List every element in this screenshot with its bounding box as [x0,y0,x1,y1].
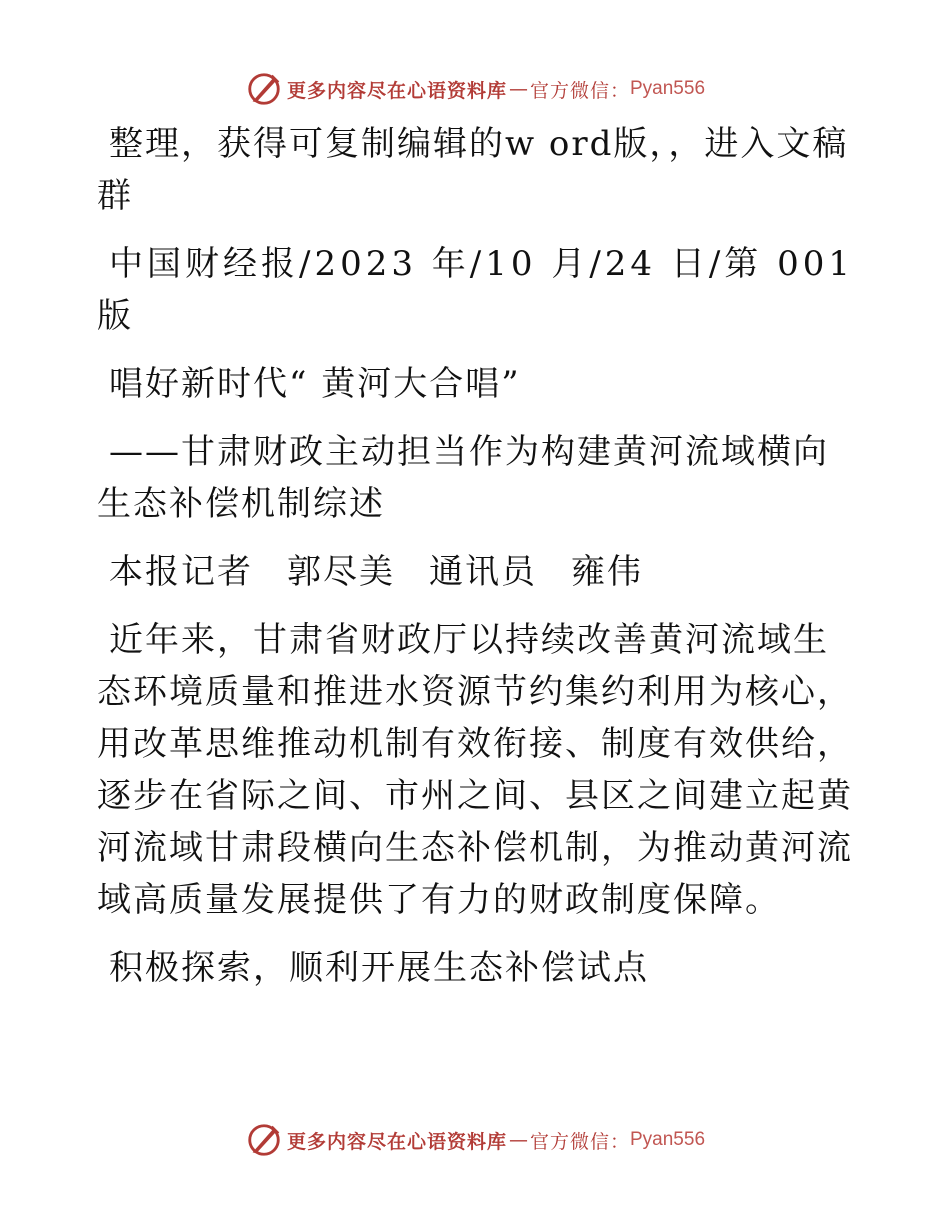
section-heading: 积极探索，顺利开展生态补偿试点 [109,948,649,988]
quill-pen-logo-icon [245,1121,283,1159]
body-paragraph: 近年来，甘肃省财政厅以持续改善黄河流域生态环境质量和推进水资源节约集约利用为核心，用改革思维推动机制有效衔接、制度有效供给，逐步在省际之间、市州之间、县区之间建立起黄河流域甘肃段横向生态补偿机制，为推动黄河流域高质量发展提供了有力的财政制度保障。 [97,620,853,920]
watermark-wechat-id: Pyan556 [630,1129,706,1150]
byline [97,546,857,598]
dateline: 中国财经报/2023 年/10 月/24 日/第 001 版 [97,244,855,336]
header-watermark [0,70,950,108]
watermark-wechat-label: 官方微信： [529,79,630,102]
watermark-brand: 更多内容尽在心语资料库 [286,79,507,102]
article-title: 唱好新时代“ 黄河大合唱” [109,364,521,404]
correspondent-name: 雍伟 [571,552,643,592]
reporter-label: 本报记者 [109,552,253,592]
reporter-name: 郭尽美 [287,552,395,592]
quill-pen-logo-icon [245,70,283,108]
intro-line: 整理，获得可复制编辑的w ord版，，进入文稿群 [97,124,849,216]
footer-watermark [0,1121,950,1159]
watermark-wechat-id: Pyan556 [630,78,706,99]
watermark-separator: — [508,1129,528,1151]
watermark-wechat-label: 官方微信： [529,1130,630,1153]
watermark-separator: — [508,78,528,100]
article-subtitle: ——甘肃财政主动担当作为构建黄河流域横向生态补偿机制综述 [97,432,829,524]
article-body [97,118,857,1010]
correspondent-label: 通讯员 [429,552,537,592]
watermark-brand: 更多内容尽在心语资料库 [286,1130,507,1153]
